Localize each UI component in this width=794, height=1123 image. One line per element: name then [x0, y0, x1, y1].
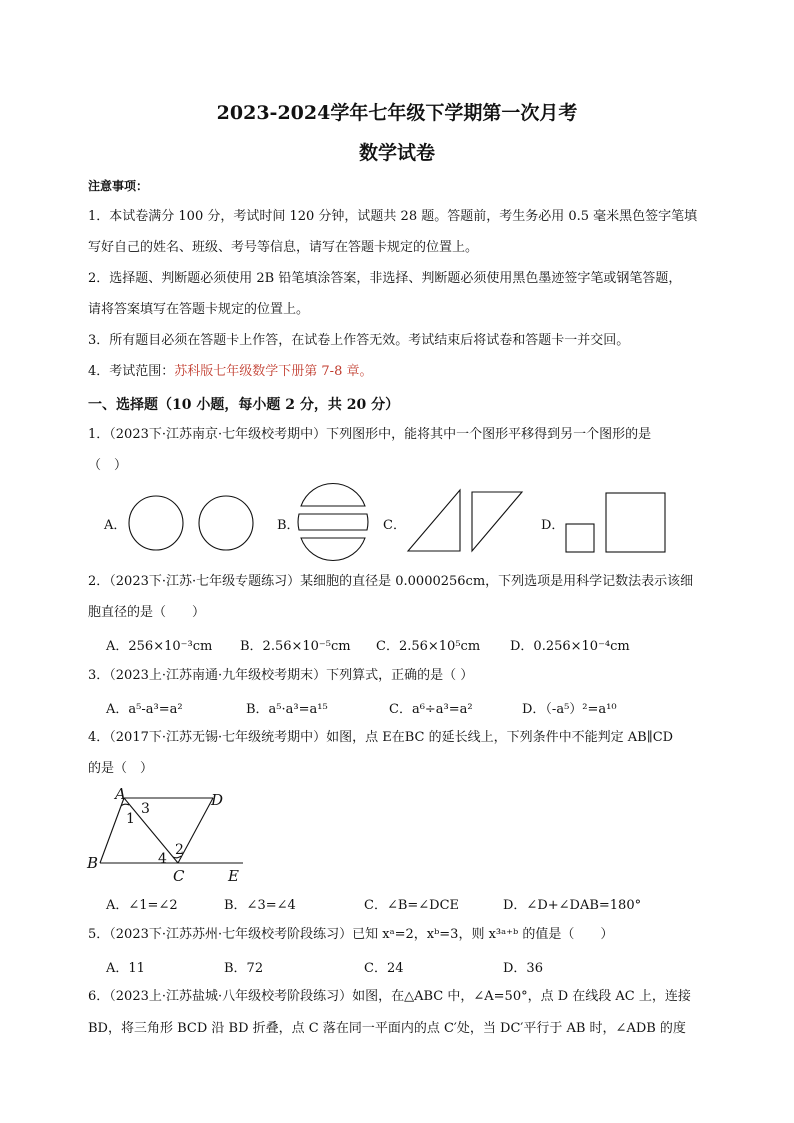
- q1-stem-line-1: 1．（2023下·江苏南京·七年级校考期中）下列图形中，能将其中一个图形平移得到另一个图形的是: [88, 427, 652, 442]
- q3-option-a: A．a⁵-a³=a²: [106, 702, 183, 717]
- q1-c-triangle-right: [472, 492, 522, 551]
- q4-angle-arc-a: [121, 804, 129, 806]
- q2-stem-line-1: 2．（2023下·江苏·七年级专题练习）某细胞的直径是 0.0000256cm，下列选项是用科学记数法表示该细: [88, 574, 694, 589]
- q2-stem-line-2: 胞直径的是（ ）: [88, 605, 206, 620]
- q1-a-circle-left: [129, 496, 183, 550]
- exam-title: 2023-2024学年七年级下学期第一次月考: [216, 102, 578, 124]
- q1-b-cap-top: [301, 483, 365, 506]
- q4-label-B: B: [87, 854, 99, 872]
- q4-line-ab: [100, 798, 124, 863]
- notice-2-line-2: 请将答案填写在答题卡规定的位置上。: [88, 302, 310, 317]
- q6-stem-line-2: BD，将三角形 BCD 沿 BD 折叠，点 C 落在同一平面内的点 C′处，当 DC′平行于 AB 时，∠ADB 的度: [88, 1021, 686, 1036]
- q4-label-A: A: [115, 785, 126, 803]
- q3-option-d: D．（-a⁵）²=a¹⁰: [522, 702, 617, 717]
- q1-a-circle-right: [199, 496, 253, 550]
- q5-option-b: B．72: [224, 961, 264, 976]
- q1-option-b-label: B．: [277, 518, 300, 533]
- q5-option-d: D．36: [503, 961, 543, 976]
- q1-b-band: [298, 514, 368, 530]
- q4-option-b: B．∠3=∠4: [224, 898, 296, 913]
- q5-option-c: C．24: [364, 961, 404, 976]
- q1-d-square-large: [606, 493, 665, 552]
- notice-4-prefix: 4．考试范围：: [88, 364, 175, 379]
- q1-option-c-label: C．: [383, 518, 406, 533]
- notice-3: 3．所有题目必须在答题卡上作答，在试卷上作答无效。考试结束后将试卷和答题卡一并交回。: [88, 333, 630, 348]
- q4-stem-line-1: 4．（2017下·江苏无锡·七年级统考期中）如图，点 E在BC 的延长线上，下列条件中不能判定 AB∥CD: [88, 730, 674, 745]
- q1-stem-line-2: （ ）: [88, 458, 128, 473]
- exam-subtitle: 数学试卷: [358, 142, 435, 164]
- q4-angle-4: 4: [158, 851, 167, 867]
- q4-line-ac: [124, 798, 178, 863]
- q2-option-a: A．256×10⁻³cm: [106, 639, 213, 654]
- q4-angle-1: 1: [126, 811, 135, 827]
- q4-label-C: C: [173, 867, 185, 885]
- notice-1-line-1: 1．本试卷满分 100 分，考试时间 120 分钟，试题共 28 题。答题前，考生务必用 0.5 毫米黑色签字笔填: [88, 209, 698, 224]
- q4-figure: [80, 785, 260, 885]
- notice-4-scope: 苏科版七年级数学下册第 7-8 章。: [174, 364, 373, 379]
- q4-angle-2: 2: [175, 842, 184, 858]
- q3-stem: 3．（2023上·江苏南通·九年级校考期末）下列算式，正确的是（ ）: [88, 668, 474, 683]
- q1-figures: [0, 480, 794, 570]
- notice-heading: 注意事项：: [88, 179, 149, 193]
- q1-option-d-label: D．: [541, 518, 565, 533]
- q1-b-cap-bottom: [301, 538, 365, 561]
- q4-option-c: C．∠B=∠DCE: [364, 898, 460, 913]
- q3-option-c: C．a⁶÷a³=a²: [389, 702, 473, 717]
- q4-option-d: D．∠D+∠DAB=180°: [503, 898, 642, 913]
- q6-stem-line-1: 6．（2023上·江苏盐城·八年级校考阶段练习）如图，在△ABC 中，∠A=50°，点 D 在线段 AC 上，连接: [88, 989, 691, 1004]
- notice-2-line-1: 2．选择题、判断题必须使用 2B 铅笔填涂答案，非选择、判断题必须使用黑色墨迹签字笔或钢笔答题，: [88, 271, 682, 286]
- q4-label-E: E: [228, 867, 239, 885]
- q1-option-a-label: A．: [104, 518, 127, 533]
- q5-option-a: A．11: [106, 961, 145, 976]
- q1-d-square-small: [566, 524, 594, 552]
- section-heading: 一、选择题（10 小题，每小题 2 分，共 20 分）: [88, 397, 400, 413]
- q5-stem: 5．（2023下·江苏苏州·七年级校考阶段练习）已知 xᵃ=2，xᵇ=3，则 x³ᵃ⁺ᵇ 的值是（ ）: [88, 927, 614, 942]
- notice-1-line-2: 写好自己的姓名、班级、考号等信息，请写在答题卡规定的位置上。: [88, 240, 479, 255]
- notice-4: [88, 363, 372, 381]
- q4-stem-line-2: 的是（ ）: [88, 761, 154, 776]
- q4-option-a: A．∠1=∠2: [106, 898, 178, 913]
- q2-option-c: C．2.56×10⁵cm: [376, 639, 481, 654]
- q4-angle-3: 3: [141, 801, 150, 817]
- q1-c-triangle-left: [408, 490, 460, 551]
- q2-option-b: B．2.56×10⁻⁵cm: [240, 639, 351, 654]
- q4-label-D: D: [211, 791, 224, 809]
- q2-option-d: D．0.256×10⁻⁴cm: [510, 639, 630, 654]
- q3-option-b: B．a⁵·a³=a¹⁵: [246, 702, 328, 717]
